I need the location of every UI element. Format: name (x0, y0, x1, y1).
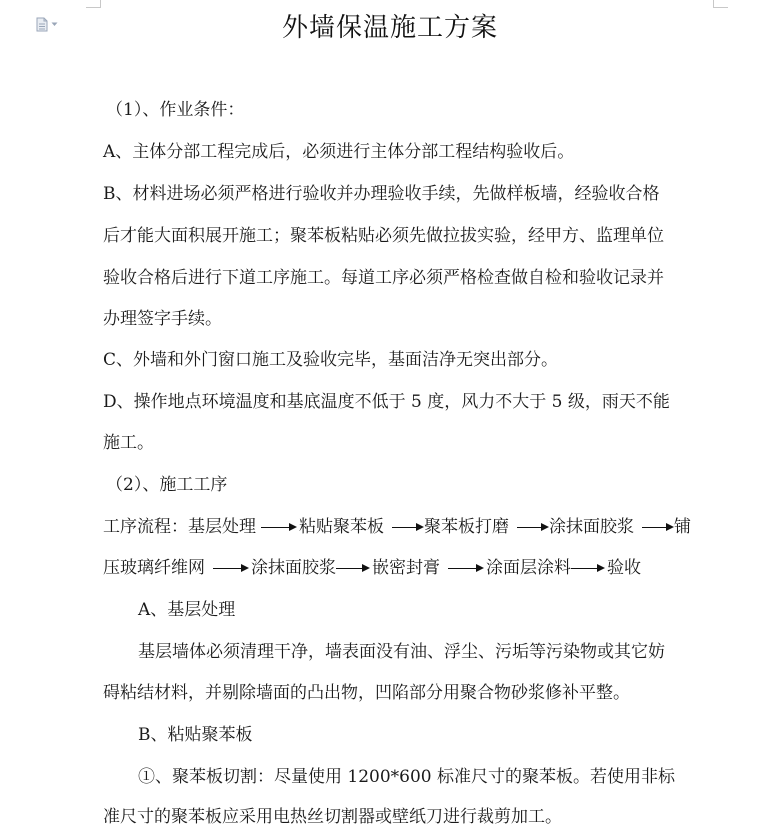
process-step: 涂抹面胶浆 (549, 517, 634, 537)
process-step: 铺 (674, 517, 691, 537)
paragraph-line: 后才能大面积展开施工；聚苯板粘贴必须先做拉拔实验，经甲方、监理单位 (103, 226, 664, 246)
paragraph-line: 验收合格后进行下道工序施工。每道工序必须严格检查做自检和验收记录并 (103, 268, 664, 288)
paragraph-line: 办理签字手续。 (103, 309, 222, 329)
arrow-icon (336, 563, 370, 573)
paragraph-line: D、操作地点环境温度和基底温度不低于 5 度，风力不大于 5 级，雨天不能 (103, 392, 670, 412)
paragraph-line: 施工。 (103, 433, 154, 453)
process-step: 聚苯板打磨 (424, 517, 509, 537)
paragraph-line: 基层墙体必须清理干净，墙表面没有油、浮尘、污垢等污染物或其它妨 (138, 642, 665, 662)
process-step: 基层处理 (188, 517, 256, 537)
paragraph-line: A、主体分部工程完成后，必须进行主体分部工程结构验收后。 (103, 142, 575, 162)
process-step: 涂面层涂料 (486, 558, 571, 578)
paragraph-line: C、外墙和外门窗口施工及验收完毕，基面洁净无突出部分。 (103, 350, 559, 370)
section-heading-process: （2）、施工工序 (106, 475, 228, 495)
subsection-heading-base: A、基层处理 (138, 600, 236, 620)
arrow-icon (642, 522, 674, 532)
subsection-heading-eps: B、粘贴聚苯板 (138, 725, 253, 745)
paragraph-line: 碍粘结材料，并剔除墙面的凸出物，凹陷部分用聚合物砂浆修补平整。 (103, 683, 630, 703)
process-step: 涂抹面胶浆 (251, 558, 336, 578)
process-step: 嵌密封膏 (372, 558, 440, 578)
document-title: 外墙保温施工方案 (281, 13, 498, 43)
arrow-icon (392, 522, 424, 532)
arrow-icon (448, 563, 484, 573)
process-step: 压玻璃纤维网 (103, 558, 205, 578)
arrow-icon (261, 522, 297, 532)
section-heading-conditions: （1）、作业条件： (106, 100, 245, 120)
paragraph-line: 准尺寸的聚苯板应采用电热丝切割器或壁纸刀进行裁剪加工。 (103, 807, 562, 827)
arrow-icon (213, 563, 249, 573)
process-step: 粘贴聚苯板 (299, 517, 384, 537)
paragraph-line: B、材料进场必须严格进行验收并办理验收手续，先做样板墙，经验收合格 (103, 184, 660, 204)
process-flow-label: 工序流程： (103, 517, 188, 537)
process-flow-row-1 (103, 516, 691, 538)
arrow-icon (571, 563, 605, 573)
arrow-icon (517, 522, 549, 532)
process-step: 验收 (607, 558, 641, 578)
paragraph-line: ①、聚苯板切割：尽量使用 1200*600 标准尺寸的聚苯板。若使用非标 (138, 767, 676, 787)
process-flow-row-2 (103, 557, 641, 579)
